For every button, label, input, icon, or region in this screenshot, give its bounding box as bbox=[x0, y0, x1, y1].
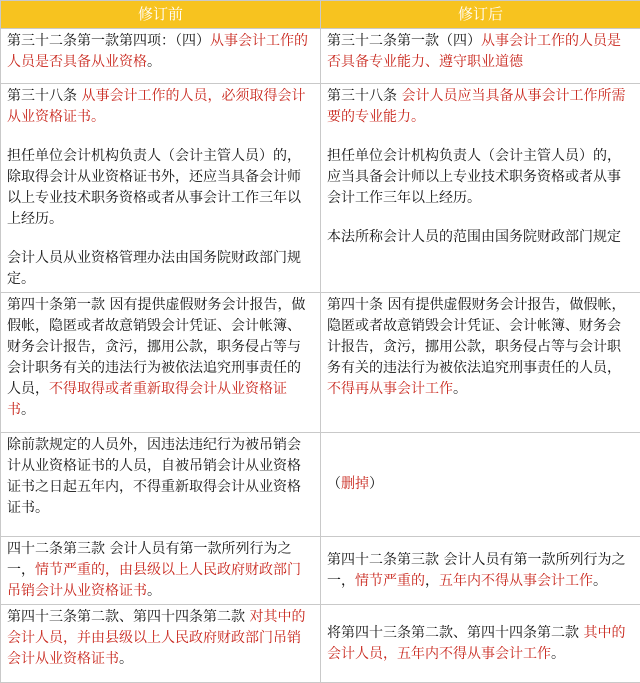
revised-text: 从事会计工作的人员是否具备专业能力、遵守职业道德 bbox=[327, 33, 621, 70]
clause-text: 担任单位会计机构负责人（会计主管人员）的，应当具备会计师以上专业技术职务资格或者从事会计工作三年以上经历。 bbox=[327, 148, 621, 206]
clause-text: 。 bbox=[119, 651, 133, 667]
clause-text: 将第四十三条第二款、第四十四条第二款 bbox=[327, 625, 583, 641]
cell-before bbox=[1, 293, 321, 433]
clause-text: 第四十三条第二款、第四十四条第二款 bbox=[7, 609, 249, 625]
clause-paragraph bbox=[327, 31, 634, 73]
clause-text: （ bbox=[327, 476, 341, 492]
header-before: 修订前 bbox=[1, 1, 321, 29]
cell-after bbox=[321, 29, 640, 84]
revised-text: 情节严重的 bbox=[355, 573, 425, 589]
clause-text: 第三十二条第一款第四项：（四） bbox=[7, 33, 210, 49]
cell-after bbox=[321, 293, 640, 433]
clause-text: 四十二条第三款 会计人员有第一款所列行为之一， bbox=[7, 541, 291, 578]
clause-paragraph bbox=[7, 86, 314, 128]
clause-text: ） bbox=[369, 476, 383, 492]
clause-paragraph bbox=[327, 623, 634, 665]
clause-text: 第四十条 因有提供虚假财务会计报告，做假帐，隐匿或者故意销毁会计凭证、会计帐簿、财务会计报告，贪污，挪用公款，职务侵占等与会计职务有关的违法行为被依法追究刑事责任的人员， bbox=[327, 297, 625, 376]
revised-text: 不得取得或者重新取得会计从业资格证书 bbox=[7, 381, 287, 418]
revised-text: 从事会计工作的人员是否具备从业资格 bbox=[7, 33, 308, 70]
revised-text: 不得再从事会计工作 bbox=[327, 381, 453, 397]
revised-text: 对其中的会计人员，并由县级以上人民政府财政部门吊销会计从业资格证书 bbox=[7, 609, 305, 667]
clause-text: 本法所称会计人员的范围由国务院财政部门规定 bbox=[327, 229, 621, 245]
clause-paragraph bbox=[7, 146, 314, 230]
clause-text: 第四十条第一款 因有提供虚假财务会计报告，做假帐，隐匿或者故意销毁会计凭证、会计帐簿、财务会计报告，贪污，挪用公款，职务侵占等与会计职务有关的违法行为被依法追究刑事责任的人员， bbox=[7, 297, 305, 397]
clause-paragraph bbox=[327, 86, 634, 128]
cell-before bbox=[1, 605, 321, 683]
cell-after bbox=[321, 84, 640, 293]
cell-before bbox=[1, 29, 321, 84]
clause-text: ， bbox=[425, 573, 439, 589]
cell-after bbox=[321, 537, 640, 605]
clause-paragraph bbox=[7, 435, 314, 519]
clause-text: 会计人员从业资格管理办法由国务院财政部门规定。 bbox=[7, 250, 301, 287]
cell-after bbox=[321, 605, 640, 683]
clause-text: 第三十二条第一款（四） bbox=[327, 33, 481, 49]
clause-text: 。 bbox=[147, 583, 161, 599]
revised-text: 其中的会计人员，五年内不得从事会计工作 bbox=[327, 625, 625, 662]
table-row bbox=[1, 537, 640, 605]
clause-text: 。 bbox=[21, 402, 35, 418]
revised-text: 情节严重的，由县级以上人民政府财政部门吊销会计从业资格证书 bbox=[7, 562, 301, 599]
table-row bbox=[1, 29, 640, 84]
clause-text: 除前款规定的人员外，因违法违纪行为被吊销会计从业资格证书的人员，自被吊销会计从业资格证书之日起五年内，不得重新取得会计从业资格证书。 bbox=[7, 437, 301, 516]
clause-paragraph bbox=[7, 539, 314, 602]
clause-paragraph bbox=[7, 248, 314, 290]
revised-text: 从事会计工作的人员，必须取得会计从业资格证书。 bbox=[7, 88, 305, 125]
clause-paragraph bbox=[327, 474, 634, 495]
clause-text: 。 bbox=[593, 573, 607, 589]
clause-paragraph bbox=[7, 607, 314, 670]
cell-after bbox=[321, 433, 640, 537]
clause-text: 担任单位会计机构负责人（会计主管人员）的，除取得会计从业资格证书外，还应当具备会计师以上专业技术职务资格或者从事会计工作三年以上经历。 bbox=[7, 148, 301, 227]
revised-text: 会计人员应当具备从事会计工作所需要的专业能力。 bbox=[327, 88, 625, 125]
cell-before bbox=[1, 433, 321, 537]
clause-paragraph bbox=[7, 31, 314, 73]
table-row bbox=[1, 433, 640, 537]
clause-paragraph bbox=[7, 295, 314, 421]
header-row bbox=[1, 1, 640, 29]
header-after: 修订后 bbox=[321, 1, 640, 29]
cell-before bbox=[1, 537, 321, 605]
clause-paragraph bbox=[327, 295, 634, 400]
clause-text: 第三十八条 bbox=[327, 88, 401, 104]
table-row bbox=[1, 605, 640, 683]
table-row bbox=[1, 293, 640, 433]
clause-text: 。 bbox=[551, 646, 565, 662]
clause-paragraph bbox=[327, 227, 634, 248]
table-row bbox=[1, 84, 640, 293]
clause-text: 第三十八条 bbox=[7, 88, 81, 104]
clause-paragraph bbox=[327, 550, 634, 592]
clause-text: 。 bbox=[453, 381, 467, 397]
clause-text: 第四十二条第三款 会计人员有第一款所列行为之一， bbox=[327, 552, 625, 589]
clause-paragraph bbox=[327, 146, 634, 209]
revised-text: 删掉 bbox=[341, 476, 369, 492]
revised-text: 五年内不得从事会计工作 bbox=[439, 573, 593, 589]
clause-text: 。 bbox=[147, 54, 161, 70]
cell-before bbox=[1, 84, 321, 293]
